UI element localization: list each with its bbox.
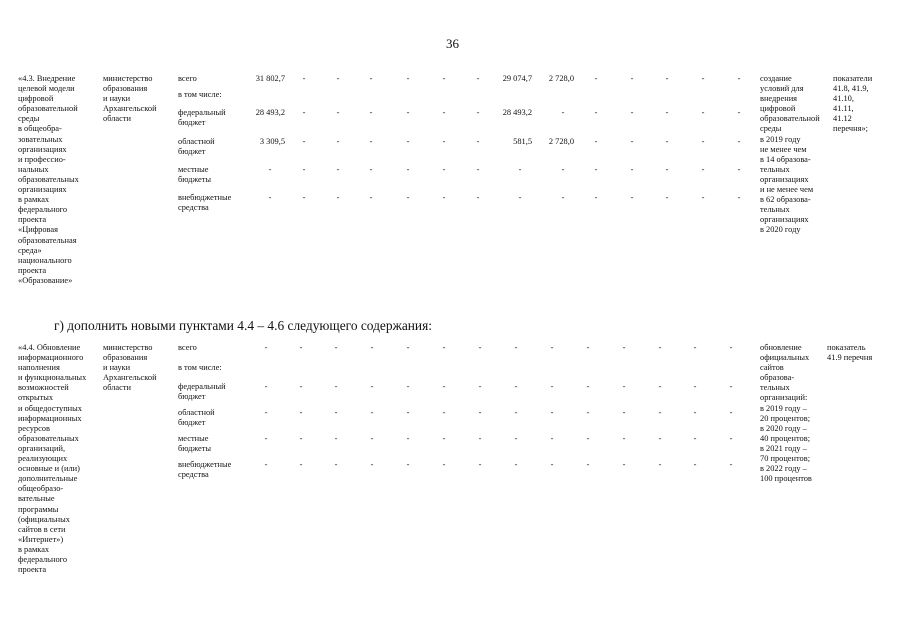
empty-cell-dash: - <box>550 434 554 443</box>
source-local-4-4: местные бюджеты <box>178 434 212 454</box>
page-number: 36 <box>446 36 459 51</box>
empty-cell-dash: - <box>550 382 554 391</box>
empty-cell-dash: - <box>476 137 480 146</box>
source-regional-4-4: областной бюджет <box>178 408 215 428</box>
empty-cell-dash: - <box>630 137 634 146</box>
result-4-3: создание условий для внедрения цифровой образовательной среды в 2019 году не менее чем в 14 образова- тельных организациях и не менее чем в 62 образова- тельных организациях в 2020 году <box>760 74 820 235</box>
empty-cell-dash: - <box>518 165 522 174</box>
total-next-year-value: 2 728,0 <box>548 74 574 83</box>
source-total-4-4: всего <box>178 343 197 352</box>
empty-cell-dash: - <box>268 165 272 174</box>
empty-cell-dash: - <box>594 108 598 117</box>
empty-cell-dash: - <box>737 193 741 202</box>
empty-cell-dash: - <box>586 434 590 443</box>
empty-cell-dash: - <box>442 460 446 469</box>
empty-cell-dash: - <box>299 382 303 391</box>
empty-cell-dash: - <box>478 434 482 443</box>
empty-cell-dash: - <box>701 74 705 83</box>
empty-cell-dash: - <box>442 108 446 117</box>
empty-cell-dash: - <box>701 137 705 146</box>
empty-cell-dash: - <box>594 137 598 146</box>
empty-cell-dash: - <box>369 193 373 202</box>
empty-cell-dash: - <box>561 193 565 202</box>
empty-cell-dash: - <box>594 165 598 174</box>
result-4-4: обновление официальных сайтов образова- тельных организаций: в 2019 году – 20 процентов; в 2020 году – 40 процентов; в 2021 году – 70 процентов; в 2022 году – 100 процентов <box>760 343 812 484</box>
empty-cell-dash: - <box>406 108 410 117</box>
empty-cell-dash: - <box>370 382 374 391</box>
empty-cell-dash: - <box>370 408 374 417</box>
empty-cell-dash: - <box>442 408 446 417</box>
empty-cell-dash: - <box>518 193 522 202</box>
empty-cell-dash: - <box>442 137 446 146</box>
empty-cell-dash: - <box>406 408 410 417</box>
empty-cell-dash: - <box>264 343 268 352</box>
empty-cell-dash: - <box>334 460 338 469</box>
empty-cell-dash: - <box>729 408 733 417</box>
empty-cell-dash: - <box>442 343 446 352</box>
empty-cell-dash: - <box>406 434 410 443</box>
empty-cell-dash: - <box>622 343 626 352</box>
empty-cell-dash: - <box>550 343 554 352</box>
empty-cell-dash: - <box>406 193 410 202</box>
empty-cell-dash: - <box>693 408 697 417</box>
empty-cell-dash: - <box>729 460 733 469</box>
empty-cell-dash: - <box>476 108 480 117</box>
section-heading: г) дополнить новыми пунктами 4.4 – 4.6 следующего содержания: <box>54 318 432 333</box>
empty-cell-dash: - <box>737 165 741 174</box>
regional-year-value: 581,5 <box>513 137 532 146</box>
empty-cell-dash: - <box>299 460 303 469</box>
federal-year-value: 28 493,2 <box>502 108 532 117</box>
source-total: всего <box>178 74 197 83</box>
empty-cell-dash: - <box>729 343 733 352</box>
empty-cell-dash: - <box>334 382 338 391</box>
empty-cell-dash: - <box>514 408 518 417</box>
empty-cell-dash: - <box>514 460 518 469</box>
source-federal: федеральный бюджет <box>178 108 226 128</box>
empty-cell-dash: - <box>334 343 338 352</box>
empty-cell-dash: - <box>665 165 669 174</box>
empty-cell-dash: - <box>302 165 306 174</box>
empty-cell-dash: - <box>370 434 374 443</box>
empty-cell-dash: - <box>586 408 590 417</box>
empty-cell-dash: - <box>442 74 446 83</box>
empty-cell-dash: - <box>514 434 518 443</box>
empty-cell-dash: - <box>406 74 410 83</box>
empty-cell-dash: - <box>665 193 669 202</box>
empty-cell-dash: - <box>369 74 373 83</box>
empty-cell-dash: - <box>478 343 482 352</box>
empty-cell-dash: - <box>630 193 634 202</box>
empty-cell-dash: - <box>302 108 306 117</box>
empty-cell-dash: - <box>665 137 669 146</box>
empty-cell-dash: - <box>406 343 410 352</box>
empty-cell-dash: - <box>369 137 373 146</box>
empty-cell-dash: - <box>370 460 374 469</box>
empty-cell-dash: - <box>701 165 705 174</box>
empty-cell-dash: - <box>369 108 373 117</box>
empty-cell-dash: - <box>478 460 482 469</box>
empty-cell-dash: - <box>594 193 598 202</box>
executor-4-3: министерство образования и науки Архангельской области <box>103 74 157 124</box>
empty-cell-dash: - <box>550 408 554 417</box>
empty-cell-dash: - <box>336 193 340 202</box>
empty-cell-dash: - <box>665 108 669 117</box>
empty-cell-dash: - <box>622 408 626 417</box>
empty-cell-dash: - <box>370 343 374 352</box>
empty-cell-dash: - <box>476 193 480 202</box>
empty-cell-dash: - <box>406 165 410 174</box>
empty-cell-dash: - <box>442 165 446 174</box>
indicators-4-3: показатели 41.8, 41.9, 41.10, 41.11, 41.12 перечня»; <box>833 74 873 134</box>
empty-cell-dash: - <box>478 408 482 417</box>
empty-cell-dash: - <box>550 460 554 469</box>
empty-cell-dash: - <box>442 434 446 443</box>
empty-cell-dash: - <box>406 460 410 469</box>
empty-cell-dash: - <box>442 382 446 391</box>
empty-cell-dash: - <box>476 165 480 174</box>
empty-cell-dash: - <box>302 193 306 202</box>
empty-cell-dash: - <box>264 382 268 391</box>
empty-cell-dash: - <box>299 408 303 417</box>
empty-cell-dash: - <box>693 343 697 352</box>
indicators-4-4: показатель 41.9 перечня <box>827 343 873 363</box>
empty-cell-dash: - <box>336 137 340 146</box>
empty-cell-dash: - <box>658 408 662 417</box>
executor-4-4: министерство образования и науки Архангельской области <box>103 343 157 393</box>
empty-cell-dash: - <box>693 460 697 469</box>
empty-cell-dash: - <box>658 460 662 469</box>
empty-cell-dash: - <box>586 460 590 469</box>
empty-cell-dash: - <box>478 382 482 391</box>
empty-cell-dash: - <box>334 434 338 443</box>
empty-cell-dash: - <box>302 137 306 146</box>
empty-cell-dash: - <box>737 74 741 83</box>
empty-cell-dash: - <box>561 165 565 174</box>
empty-cell-dash: - <box>264 460 268 469</box>
source-federal-4-4: федеральный бюджет <box>178 382 226 402</box>
source-local: местные бюджеты <box>178 165 212 185</box>
source-extrabudget-4-4: внебюджетные средства <box>178 460 232 480</box>
empty-cell-dash: - <box>299 343 303 352</box>
empty-cell-dash: - <box>476 74 480 83</box>
activity-4-4: «4.4. Обновление информационного наполнения и функциональных возможностей открытых и общедоступных информационных ресурсов образовательных организаций, реализующих основные и (или) дополнительные общеобразо- вательные программы (официальных сайтов в сети «Интернет») в рамках федерального проекта <box>18 343 87 575</box>
empty-cell-dash: - <box>693 382 697 391</box>
empty-cell-dash: - <box>622 382 626 391</box>
empty-cell-dash: - <box>658 382 662 391</box>
empty-cell-dash: - <box>369 165 373 174</box>
empty-cell-dash: - <box>658 434 662 443</box>
regional-total-value: 3 309,5 <box>259 137 285 146</box>
empty-cell-dash: - <box>586 343 590 352</box>
empty-cell-dash: - <box>264 408 268 417</box>
empty-cell-dash: - <box>701 193 705 202</box>
empty-cell-dash: - <box>594 74 598 83</box>
empty-cell-dash: - <box>693 434 697 443</box>
empty-cell-dash: - <box>299 434 303 443</box>
empty-cell-dash: - <box>336 108 340 117</box>
empty-cell-dash: - <box>406 382 410 391</box>
source-including: в том числе: <box>178 90 222 99</box>
empty-cell-dash: - <box>514 343 518 352</box>
empty-cell-dash: - <box>630 108 634 117</box>
source-extrabudget: внебюджетные средства <box>178 193 232 213</box>
empty-cell-dash: - <box>268 193 272 202</box>
federal-total-value: 28 493,2 <box>255 108 285 117</box>
empty-cell-dash: - <box>336 165 340 174</box>
source-regional: областной бюджет <box>178 137 215 157</box>
empty-cell-dash: - <box>586 382 590 391</box>
empty-cell-dash: - <box>336 74 340 83</box>
empty-cell-dash: - <box>406 137 410 146</box>
empty-cell-dash: - <box>514 382 518 391</box>
total-value: 31 802,7 <box>255 74 285 83</box>
empty-cell-dash: - <box>729 382 733 391</box>
empty-cell-dash: - <box>302 74 306 83</box>
empty-cell-dash: - <box>630 165 634 174</box>
empty-cell-dash: - <box>622 434 626 443</box>
empty-cell-dash: - <box>442 193 446 202</box>
empty-cell-dash: - <box>658 343 662 352</box>
empty-cell-dash: - <box>561 108 565 117</box>
empty-cell-dash: - <box>665 74 669 83</box>
empty-cell-dash: - <box>737 108 741 117</box>
total-year-value: 29 074,7 <box>502 74 532 83</box>
regional-next-year-value: 2 728,0 <box>548 137 574 146</box>
empty-cell-dash: - <box>630 74 634 83</box>
empty-cell-dash: - <box>334 408 338 417</box>
empty-cell-dash: - <box>729 434 733 443</box>
empty-cell-dash: - <box>737 137 741 146</box>
empty-cell-dash: - <box>701 108 705 117</box>
source-including-4-4: в том числе: <box>178 363 222 372</box>
activity-4-3: «4.3. Внедрение целевой модели цифровой образовательной среды в общеобра- зовательных организациях и профессио- нальных образовательных организациях в рамках федерального проекта «Цифровая образовательная среда» национального проекта «Образование» <box>18 74 79 285</box>
empty-cell-dash: - <box>264 434 268 443</box>
empty-cell-dash: - <box>622 460 626 469</box>
